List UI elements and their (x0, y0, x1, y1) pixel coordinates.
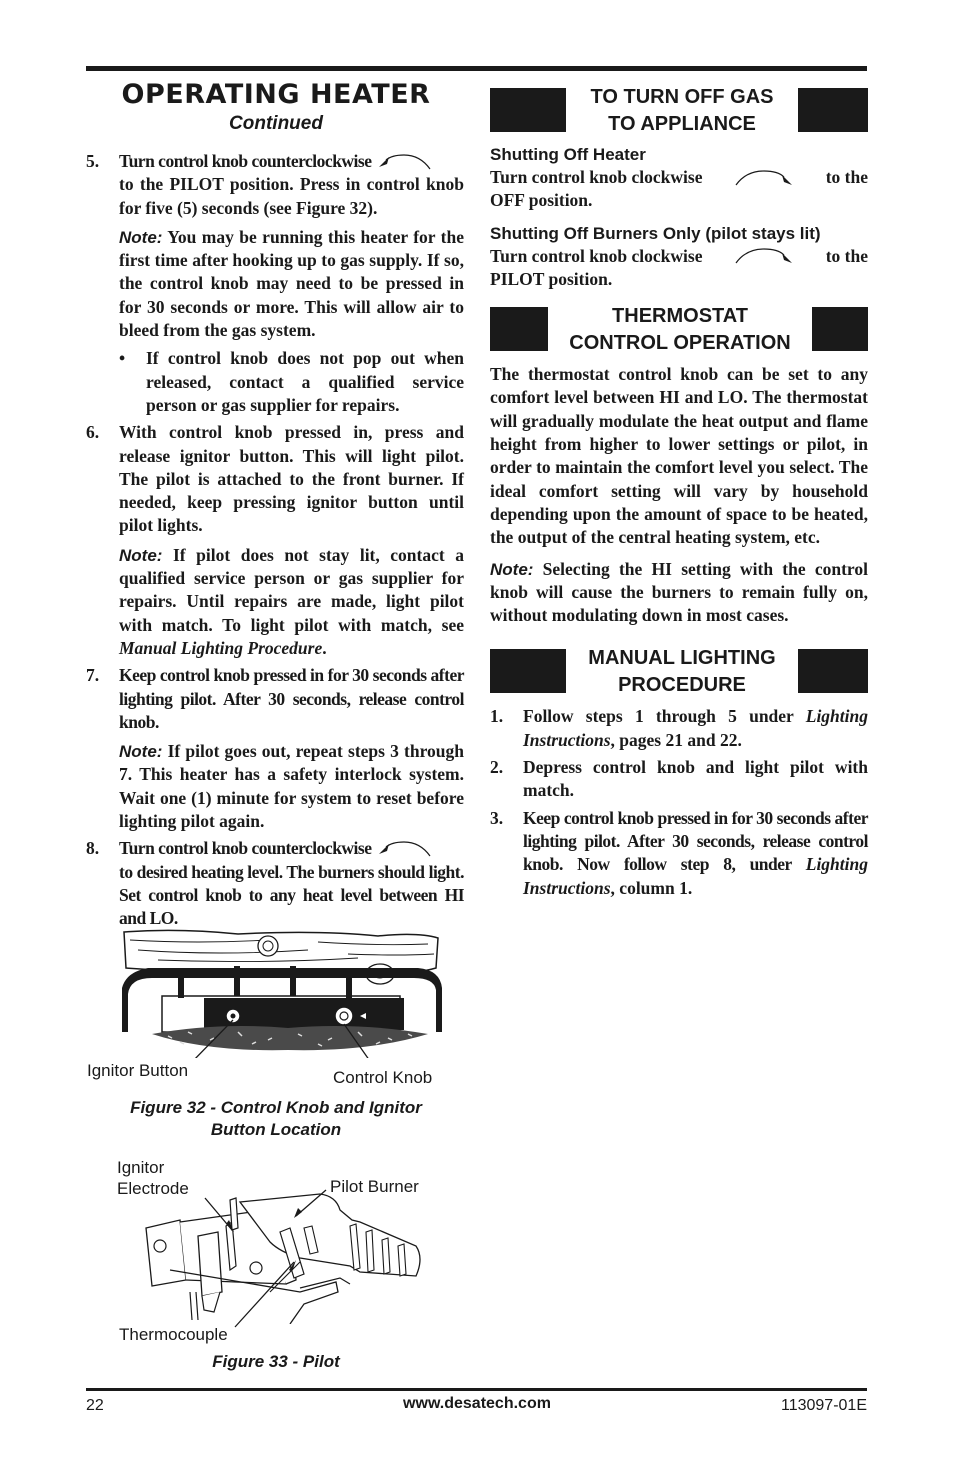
section-bar-right (798, 649, 868, 693)
section-bar-left (490, 88, 566, 132)
manual-step-1: 1. Follow steps 1 through 5 under Lighting Instructions, pages 21 and 22. (490, 705, 868, 752)
paragraph: Turn control knob clockwise to the OFF position. (490, 167, 868, 211)
note-label: Note: (119, 227, 163, 247)
step-number: 8. (86, 838, 100, 859)
control-knob-label: Control Knob (333, 1068, 433, 1087)
step-text: to desired heating level. The burners should light. Set control knob to any heat level between HI and LO. (119, 861, 464, 929)
note: Note: If pilot does not stay lit, contact a qualified service person or gas supplier for repairs. Until repairs are made, light pilot with match. To light pilot with match, see Manual Lighting Procedure. (119, 544, 464, 658)
thermostat-paragraph: The thermostat control knob can be set to any comfort level between HI and LO. The thermostat will gradually modulate the heat output and flame height from higher to lower settings or pilot, in order to maintain the comfort level you select. The ideal comfort setting will vary by household depending upon the amount of space to be heated, the output of the central heating system, etc. (490, 364, 868, 548)
figure-33-caption: Figure 33 - Pilot (212, 1352, 340, 1371)
section-thermostat (490, 303, 868, 355)
note-text: Selecting the HI setting with the control knob will cause the burners to remain fully on, without modulating down in most cases. (490, 558, 868, 626)
bullet-mark: • (119, 348, 126, 369)
manual-step-3: 3. Keep control knob pressed in for 30 seconds after lighting pilot. After 30 seconds, release control knob. Now follow step 8, under Lighting Instructions, column 1. (490, 807, 868, 900)
step-number: 2. (490, 757, 504, 778)
right-column (490, 84, 868, 904)
cross-reference: Manual Lighting Procedure (119, 637, 323, 658)
thermocouple-label: Thermocouple (119, 1325, 228, 1344)
bottom-rule (86, 1388, 867, 1391)
step-text: Turn control knob counterclockwise (119, 151, 372, 171)
section-title: MANUAL LIGHTING PROCEDURE (588, 647, 776, 697)
note-text: If pilot goes out, repeat steps 3 through 7. This heater has a safety interlock system. Wait one (1) minute for system to reset before lighting pilot again. (119, 741, 464, 832)
step-number: 3. (490, 807, 504, 828)
section-bar-left (490, 307, 548, 351)
page-number: 22 (86, 1397, 104, 1414)
step-text: to the PILOT position. Press in control knob for five (5) seconds (see Figure 32). (119, 174, 464, 218)
section-title: THERMOSTAT CONTROL OPERATION (569, 305, 791, 355)
step-number: 7. (86, 665, 100, 686)
step-number: 6. (86, 422, 100, 443)
subheading-shutting-off-heater: Shutting Off Heater (490, 145, 646, 164)
step-number: 5. (86, 151, 100, 171)
subheading-shutting-off-burners: Shutting Off Burners Only (pilot stays lit) (490, 223, 821, 243)
clockwise-arrow-icon (734, 169, 794, 187)
section-title: TO TURN OFF GAS TO APPLIANCE (590, 86, 774, 135)
website-url: www.desatech.com (403, 1395, 551, 1412)
step-text: With control knob pressed in, press and release ignitor button. This will light pilot. The pilot is attached to the front burner. If needed, keep pressing ignitor button until pilot lights. (119, 422, 464, 536)
document-code: 113097-01E (781, 1397, 867, 1414)
step-number: 1. (490, 706, 504, 727)
section-bar-right (812, 307, 868, 351)
section-bar-right (798, 88, 868, 132)
note-text: If pilot does not stay lit, contact a qualified service person or gas supplier for repairs. Until repairs are made, light pilot with match. To light pilot with match, see (119, 544, 464, 635)
figure-32-caption: Figure 32 - Control Knob and Ignitor Button Location (130, 1098, 422, 1139)
note-label: Note: (119, 742, 163, 762)
page-title: OPERATING HEATER (121, 79, 431, 110)
manual-step-2: 2. Depress control knob and light pilot with match. (490, 756, 868, 803)
bullet-text: If control knob does not pop out when released, contact a qualified service person or gas supplier for repairs. (146, 348, 464, 415)
note-label: Note: (490, 559, 534, 579)
note-text: You may be running this heater for the first time after hooking up to gas supply. If so, the control knob may need to be pressed in for 30 seconds or more. This will allow air to bleed from the gas system. (119, 226, 464, 341)
ignitor-button-label: Ignitor Button (87, 1061, 189, 1080)
step-text: Turn control knob counterclockwise (119, 838, 372, 859)
cross-reference: Lighting Instructions (523, 854, 868, 898)
pilot-burner-label: Pilot Burner (330, 1177, 419, 1196)
note (490, 558, 868, 628)
note-label: Note: (119, 545, 163, 565)
page-subtitle: Continued (229, 113, 323, 134)
step-text: Keep control knob pressed in for 30 seconds after lighting pilot. After 30 seconds, release control knob. (119, 665, 464, 732)
paragraph: Turn control knob clockwise to the PILOT position. (490, 245, 868, 289)
cross-reference: Lighting Instructions (523, 706, 868, 750)
section-bar-left (490, 649, 566, 693)
section-turn-off-gas (490, 84, 868, 135)
ignitor-electrode-label: Ignitor Electrode (117, 1158, 189, 1198)
section-manual-lighting (490, 645, 868, 697)
clockwise-arrow-icon (734, 247, 794, 265)
